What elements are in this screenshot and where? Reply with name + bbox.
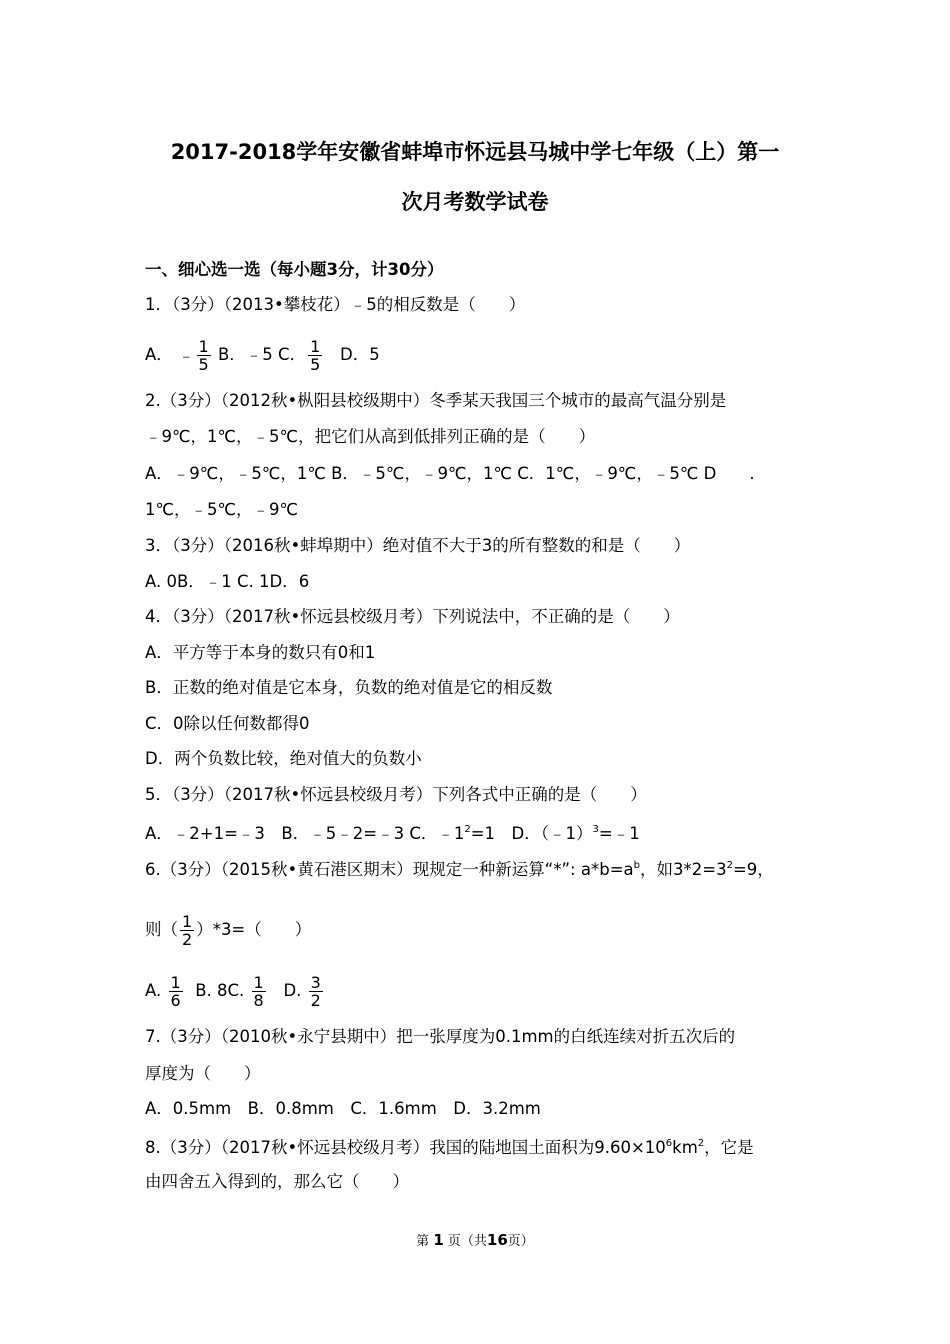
q4-option-c: C．0除以任何数都得0 (145, 714, 310, 733)
q1-options (145, 338, 380, 373)
q5-options-part-3: =﹣1 (598, 824, 640, 843)
q7-options: A．0.5mm B．0.8mm C．1.6mm D．3.2mm (145, 1099, 541, 1118)
q6-option-b: B. 8C. (195, 981, 245, 1000)
section-heading: 一、细心选一选（每小题3分，计30分） (145, 260, 444, 279)
q5-stem: 5．（3分）（2017秋•怀远县校级月考）下列各式中正确的是（ ） (145, 785, 647, 804)
q6-stem-part-3: =9， (732, 860, 774, 879)
q1-option-d: D．5 (340, 345, 380, 364)
fraction-denominator: 2 (182, 930, 193, 949)
q1-option-c-fraction (308, 338, 322, 373)
fraction-denominator: 2 (310, 991, 321, 1010)
q8-stem-part-2: ，它是 (704, 1138, 754, 1157)
footer-prefix: 第 (416, 1234, 430, 1249)
doc-title-line-1: 2017-2018学年安徽省蚌埠市怀远县马城中学七年级（上）第一 (170, 140, 780, 164)
q6-stem-part-1: 6.（3分）（2015秋•黄石港区期末）现规定一种新运算“*”: a*b=a (145, 860, 634, 879)
q6-then-label: 则（ (145, 920, 178, 939)
fraction-numerator: 1 (198, 337, 209, 356)
q8-stem-line-1 (145, 1132, 754, 1160)
q6-expression (145, 913, 311, 948)
q1-option-a-sign: ﹣ (178, 345, 195, 365)
q6-option-a-fraction (169, 974, 183, 1009)
q5-options (145, 818, 640, 846)
q2-options-line-2: 1℃，﹣5℃，﹣9℃ (145, 500, 299, 519)
q7-stem-line-1: 7.（3分）（2010秋•永宁县期中）把一张厚度为0.1mm的白纸连续对折五次后的 (145, 1027, 736, 1046)
q6-superscript-b: b (633, 860, 640, 871)
q6-stem (145, 854, 774, 882)
q1-option-b: B．﹣5 C． (217, 345, 307, 364)
fraction-numerator: 1 (170, 973, 181, 992)
q4-option-a: A．平方等于本身的数只有0和1 (145, 643, 376, 662)
fraction-denominator: 6 (170, 991, 181, 1010)
q6-option-c-fraction (252, 974, 266, 1009)
footer-middle: 页（共 (447, 1234, 487, 1249)
q6-option-a-label: A. (145, 981, 162, 1000)
q2-options-line-1: A．﹣9℃，﹣5℃，1℃ B．﹣5℃，﹣9℃，1℃ C．1℃，﹣9℃，﹣5℃ D . (145, 464, 755, 483)
q5-superscript-2: 3 (592, 824, 599, 835)
q3-options: A. 0B．﹣1 C. 1D．6 (145, 572, 310, 591)
doc-title-line-2: 次月考数学试卷 (401, 190, 549, 214)
fraction-denominator: 5 (198, 355, 209, 374)
q6-option-d-fraction (309, 974, 323, 1009)
q5-options-part-1: A．﹣2+1=﹣3 B．﹣5﹣2=﹣3 C．﹣1 (145, 824, 465, 843)
q3-stem: 3．（3分）（2016秋•蚌埠期中）绝对值不大于3的所有整数的和是（ ） (145, 536, 691, 555)
footer-suffix: 页） (507, 1234, 534, 1249)
q4-option-d: D．两个负数比较，绝对值大的负数小 (145, 749, 422, 768)
q8-superscript-6: 6 (665, 1138, 673, 1149)
q6-expression-rest: ）*3=（ ） (196, 920, 312, 939)
q6-stem-part-2: ，如3*2=3 (640, 860, 727, 879)
q6-superscript-2: 2 (726, 860, 733, 871)
q8-unit-km: km (672, 1138, 698, 1157)
q4-option-b: B．正数的绝对值是它本身，负数的绝对值是它的相反数 (145, 678, 553, 697)
q5-superscript-1: 2 (464, 824, 471, 835)
q5-options-part-2: =1 D．（﹣1） (470, 824, 593, 843)
fraction-numerator: 1 (182, 912, 193, 931)
page-footer (0, 1230, 950, 1249)
fraction-numerator: 3 (310, 973, 321, 992)
q1-option-a-fraction (197, 338, 211, 373)
fraction-denominator: 5 (310, 355, 321, 374)
q1-option-a-label: A． (145, 345, 173, 364)
q8-superscript-2: 2 (697, 1138, 705, 1149)
fraction-denominator: 8 (253, 991, 264, 1010)
q6-option-d-label: D. (283, 981, 302, 1000)
q6-options (145, 974, 325, 1009)
q4-stem: 4．（3分）（2017秋•怀远县校级月考）下列说法中，不正确的是（ ） (145, 607, 680, 626)
fraction-numerator: 1 (253, 973, 264, 992)
q8-stem-line-2: 由四舍五入得到的，那么它（ ） (145, 1172, 409, 1191)
footer-page-number: 1 (433, 1231, 444, 1249)
fraction-numerator: 1 (310, 337, 321, 356)
q7-stem-line-2: 厚度为（ ） (145, 1064, 261, 1083)
footer-total-pages: 16 (486, 1231, 508, 1249)
q6-half-fraction (180, 913, 194, 948)
q2-stem-line-2: ﹣9℃，1℃，﹣5℃，把它们从高到低排列正确的是（ ） (145, 427, 596, 446)
q2-stem-line-1: 2.（3分）（2012秋•枞阳县校级期中）冬季某天我国三个城市的最高气温分别是 (145, 391, 727, 410)
q1-stem: 1．（3分）（2013•攀枝花）﹣5的相反数是（ ） (145, 295, 526, 314)
q8-stem-part-1: 8.（3分）（2017秋•怀远县校级月考）我国的陆地国土面积为9.60×10 (145, 1138, 666, 1157)
